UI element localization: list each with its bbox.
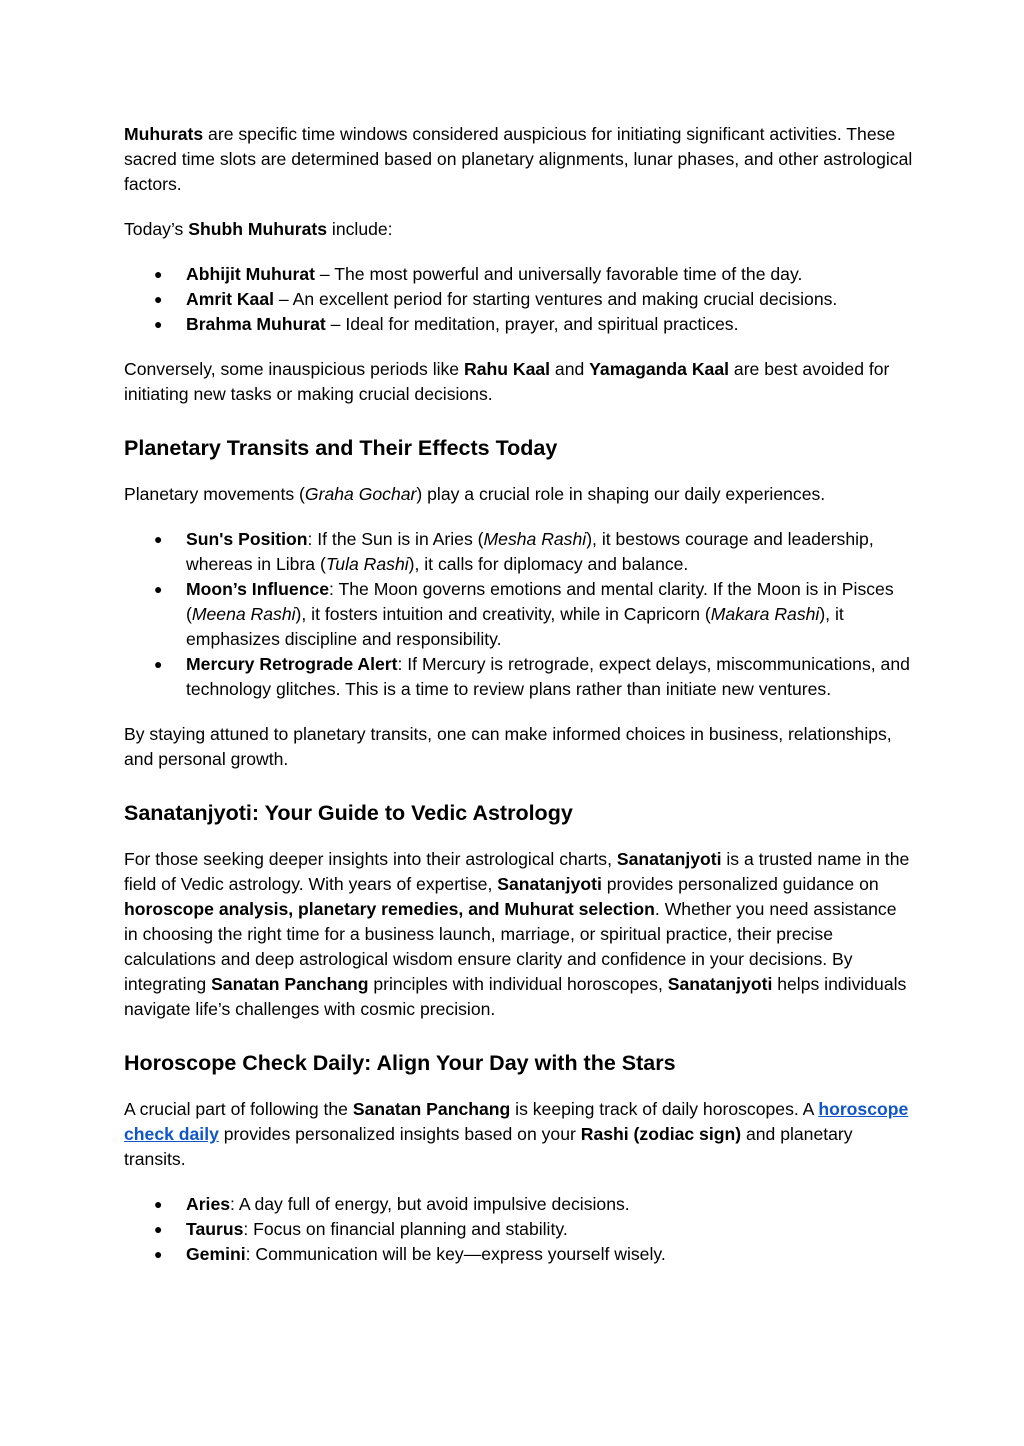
list-item: ● Sun's Position: If the Sun is in Aries (Mesha Rashi), it bestows courage and leadership, whereas in Libra (Tula Rashi), it calls for diplomacy and balance. xyxy=(124,527,914,577)
heading-sanatanjyoti: Sanatanjyoti: Your Guide to Vedic Astrology xyxy=(124,801,573,825)
horoscope-paragraph: A crucial part of following the Sanatan Panchang is keeping track of daily horoscopes. A horoscope check daily provides personalized insights based on your Rashi (zodiac sign) and planetary transits. xyxy=(124,1099,909,1169)
list-item: ● Abhijit Muhurat – The most powerful and universally favorable time of the day. xyxy=(124,262,914,287)
list-item: ● Gemini: Communication will be key—express yourself wisely. xyxy=(124,1242,914,1267)
zodiac-list xyxy=(124,1192,914,1267)
list-item: ● Mercury Retrograde Alert: If Mercury is retrograde, expect delays, miscommunications, and technology glitches. This is a time to review plans rather than initiate new ventures. xyxy=(124,652,914,702)
list-item: ● Aries: A day full of energy, but avoid impulsive decisions. xyxy=(124,1192,914,1217)
list-item: ● Taurus: Focus on financial planning and stability. xyxy=(124,1217,914,1242)
inauspicious-paragraph: Conversely, some inauspicious periods like Rahu Kaal and Yamaganda Kaal are best avoided for initiating new tasks or making crucial decisions. xyxy=(124,359,890,404)
list-item: ● Amrit Kaal – An excellent period for starting ventures and making crucial decisions. xyxy=(124,287,914,312)
muhurats-term: Muhurats xyxy=(124,124,204,144)
transits-intro: Planetary movements (Graha Gochar) play a crucial role in shaping our daily experiences. xyxy=(124,484,826,504)
transits-list xyxy=(124,527,914,702)
horoscope-check-daily-link[interactable]: horoscope check daily xyxy=(124,1099,909,1144)
list-item: ● Moon’s Influence: The Moon governs emotions and mental clarity. If the Moon is in Pisces (Meena Rashi), it fosters intuition and creativity, while in Capricorn (Makara Rashi), it emphasizes discipline and responsibility. xyxy=(124,577,914,652)
document-body xyxy=(124,122,914,1267)
heading-horoscope-check: Horoscope Check Daily: Align Your Day with the Stars xyxy=(124,1051,676,1075)
transits-closing: By staying attuned to planetary transits, one can make informed choices in business, relationships, and personal growth. xyxy=(124,724,892,769)
list-item: ● Brahma Muhurat – Ideal for meditation, prayer, and spiritual practices. xyxy=(124,312,914,337)
sanatanjyoti-paragraph: For those seeking deeper insights into their astrological charts, Sanatanjyoti is a trusted name in the field of Vedic astrology. With years of expertise, Sanatanjyoti provides personalized guidance on horoscope analysis, planetary remedies, and Muhurat selection. Whether you need assistance in choosing the right time for a business launch, marriage, or spiritual practice, their precise calculations and deep astrological wisdom ensure clarity and confidence in your decisions. By integrating Sanatan Panchang principles with individual horoscopes, Sanatanjyoti helps individuals navigate life’s challenges with cosmic precision. xyxy=(124,849,910,1019)
muhurat-list xyxy=(124,262,914,337)
today-muhurats-paragraph: Today’s Shubh Muhurats include: xyxy=(124,219,393,239)
muhurats-paragraph: Muhurats are specific time windows considered auspicious for initiating significant activities. These sacred time slots are determined based on planetary alignments, lunar phases, and other astrological factors. xyxy=(124,124,913,194)
heading-planetary-transits: Planetary Transits and Their Effects Today xyxy=(124,436,558,460)
